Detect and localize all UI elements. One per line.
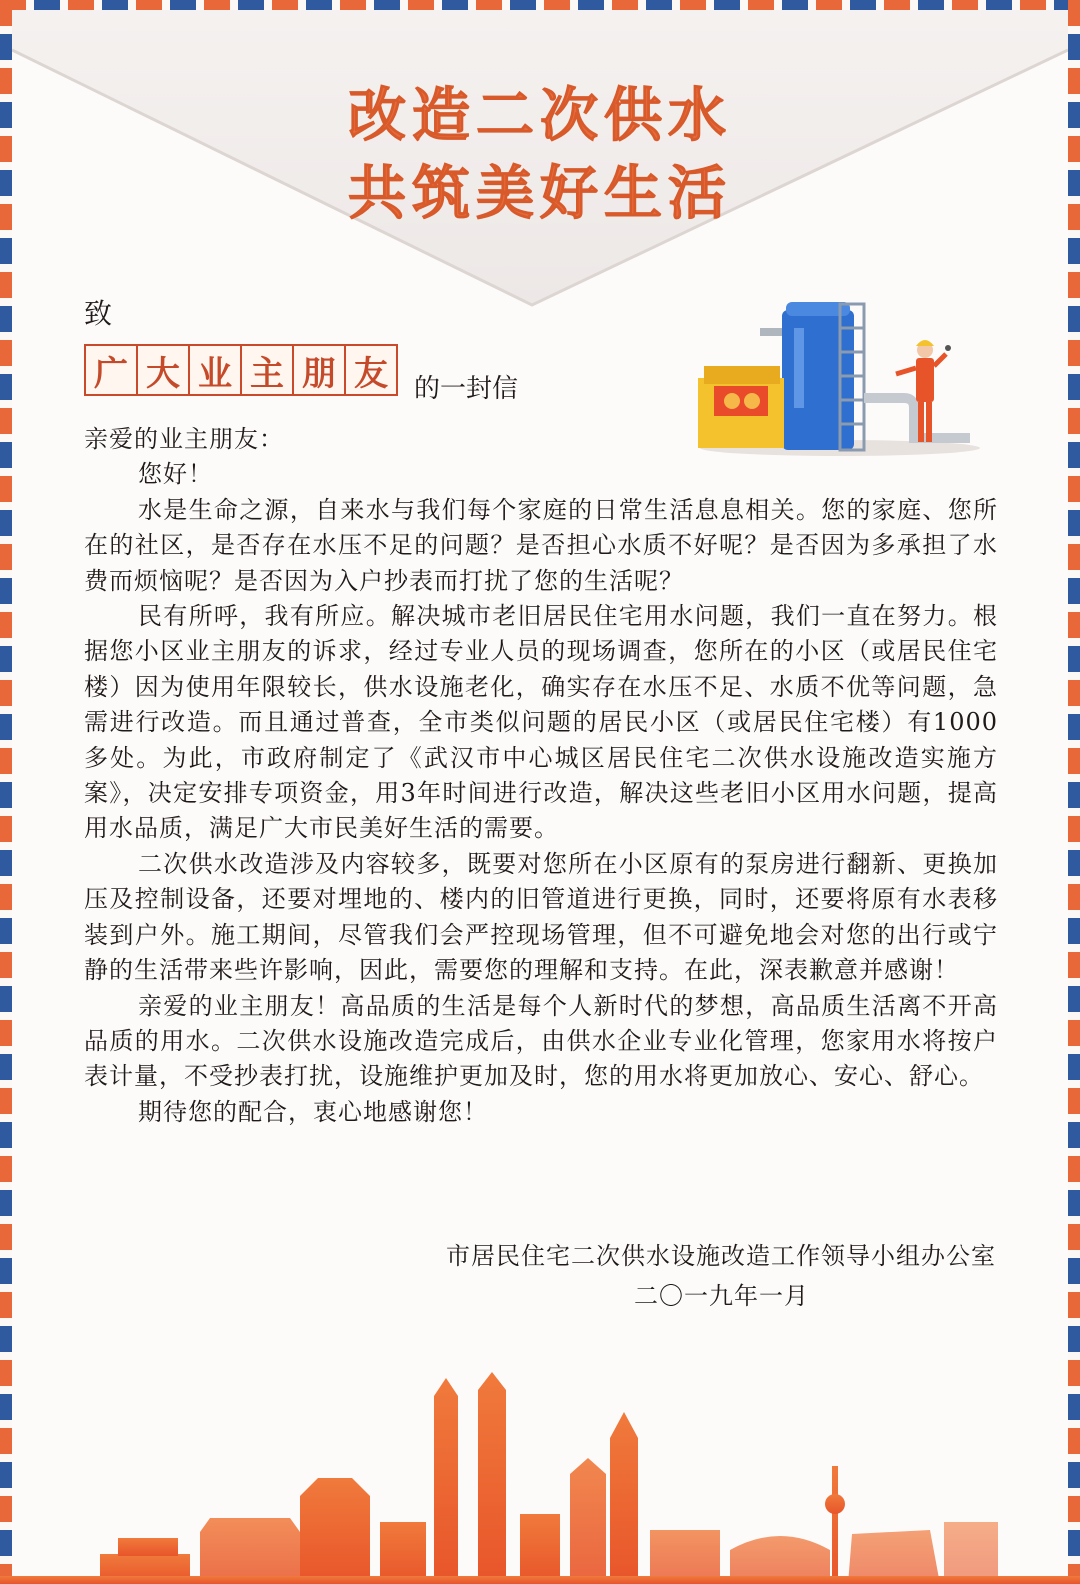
airmail-border-left — [0, 0, 12, 1584]
letter-hello: 您好！ — [138, 460, 213, 489]
signature-organization: 市居民住宅二次供水设施改造工作领导小组办公室 — [446, 1242, 996, 1270]
addressee-boxes — [84, 344, 396, 396]
letter-paragraph: 水是生命之源，自来水与我们每个家庭的日常生活息息相关。您的家庭、您所在的社区，是否存在水压不足的问题？是否担心水质不好呢？是否因为多承担了水费而烦恼呢？是否因为入户抄表而打扰了您的生活呢？ — [84, 495, 998, 595]
addressee-char: 友 — [344, 344, 398, 396]
letter-paragraph: 期待您的配合，衷心地感谢您！ — [138, 1097, 488, 1126]
addressee-char: 大 — [136, 344, 190, 396]
letter-paragraph: 亲爱的业主朋友！高品质的生活是每个人新时代的梦想，高品质生活离不开高品质的用水。二次供水设施改造完成后，由供水企业专业化管理，您家用水将按户表计量，不受抄表打扰，设施维护更加及时，您的用水将更加放心、安心、舒心。 — [84, 991, 998, 1091]
addressee-char: 主 — [240, 344, 294, 396]
title-line-1: 改造二次供水 — [347, 81, 732, 149]
title-line-2: 共筑美好生活 — [347, 159, 732, 227]
letter-body — [84, 422, 998, 1130]
addressee-char: 广 — [84, 344, 138, 396]
letter-paragraph: 民有所呼，我有所应。解决城市老旧居民住宅用水问题，我们一直在努力。根据您小区业主朋友的诉求，经过专业人员的现场调查，您所在的小区（或居民住宅楼）因为使用年限较长，供水设施老化，确实存在水压不足、水质不优等问题，急需进行改造。而且通过普查，全市类似问题的居民小区（或居民住宅楼）有1000多处。为此，市政府制定了《武汉市中心城区居民住宅二次供水设施改造实施方案》，决定安排专项资金，用3年时间进行改造，解决这些老旧小区用水问题，提高用水品质，满足广大市民美好生活的需要。 — [84, 602, 998, 843]
signature-date: 二〇一九年一月 — [634, 1282, 809, 1310]
addressee-char: 朋 — [292, 344, 346, 396]
airmail-border-top — [0, 0, 1080, 10]
addressee-char: 业 — [188, 344, 242, 396]
addressee-suffix: 的一封信 — [414, 374, 519, 404]
airmail-border-right — [1068, 0, 1080, 1584]
city-skyline — [0, 1354, 1080, 1584]
letter-greeting: 亲爱的业主朋友： — [84, 425, 284, 453]
salutation-to: 致 — [84, 297, 113, 330]
letter-paragraph: 二次供水改造涉及内容较多，既要对您所在小区原有的泵房进行翻新、更换加压及控制设备，还要对埋地的、楼内的旧管道进行更换，同时，还要将原有水表移装到户外。施工期间，尽管我们会严控现场管理，但不可避免地会对您的出行或宁静的生活带来些许影响，因此，需要您的理解和支持。在此，深表歉意并感谢！ — [84, 849, 998, 985]
